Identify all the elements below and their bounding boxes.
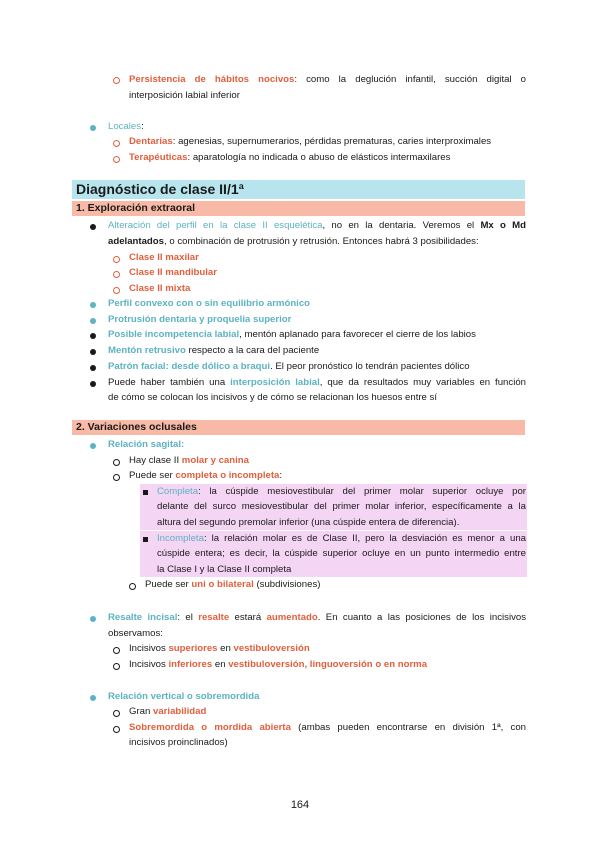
alteracion-line-2: adelantados, o combinación de protrusión y retrusión. Entonces habrá 3 posibilidades: xyxy=(108,236,479,247)
bullet-icon xyxy=(90,443,96,449)
bullet-icon xyxy=(90,302,96,308)
sobremordida-line-2: incisivos proinclinados) xyxy=(129,737,228,748)
completa-line-1: Completa: la cúspide mesiovestibular del primer molar superior ocluye por xyxy=(157,486,526,497)
clase-mandibular-item: Clase II mandibular xyxy=(129,267,217,278)
menton-item: Mentón retrusivo respecto a la cara del paciente xyxy=(108,345,320,356)
ring-bullet-icon xyxy=(113,663,120,670)
bullet-icon xyxy=(90,318,96,324)
incompetencia-item: Posible incompetencia labial, mentón aplanado para favorecer el cierre de los labios xyxy=(108,329,476,340)
section-2-heading: 2. Variaciones oclusales xyxy=(76,421,197,433)
persistencia-line-1: Persistencia de hábitos nocivos: como la deglución infantil, succión digital o xyxy=(129,74,527,85)
dentarias-item: Dentarias: agenesias, supernumerarios, pérdidas prematuras, caries interproximales xyxy=(129,136,492,147)
locales-item: Locales: xyxy=(108,121,144,132)
square-bullet-icon xyxy=(143,537,148,542)
incisivos-inferiores-item: Incisivos inferiores en vestibuloversión, linguoversión o en norma xyxy=(129,659,428,670)
ring-bullet-icon xyxy=(129,583,136,590)
incompleta-line-3: la Clase I y la Clase II completa xyxy=(157,564,292,575)
perfil-item: Perfil convexo con o sin equilibrio armónico xyxy=(108,298,311,309)
bullet-icon xyxy=(90,333,96,339)
page-title: Diagnóstico de clase II/1ª xyxy=(76,181,244,197)
hay-clase-item: Hay clase II molar y canina xyxy=(129,455,249,466)
incompleta-line-1: Incompleta: la relación molar es de Clase II, pero la desviación es menor a una xyxy=(157,533,526,544)
uni-bilateral-item: Puede ser uni o bilateral (subdivisiones) xyxy=(145,579,321,590)
ring-bullet-icon xyxy=(113,710,120,717)
vertical-item: Relación vertical o sobremordida xyxy=(108,691,260,702)
incompleta-line-2: cúspide entera; es decir, la cúspide superior ocluye en un punto intermedio entre xyxy=(157,548,526,559)
bullet-icon xyxy=(90,224,96,230)
ring-bullet-icon xyxy=(113,140,120,147)
ring-bullet-icon xyxy=(113,156,120,163)
clase-maxilar-item: Clase II maxilar xyxy=(129,252,199,263)
bullet-icon xyxy=(90,695,96,701)
page-number: 164 xyxy=(290,799,310,811)
bullet-icon xyxy=(90,349,96,355)
sobremordida-line-1: Sobremordida o mordida abierta (ambas pueden encontrarse en división 1ª, con xyxy=(129,722,526,733)
bullet-icon xyxy=(90,616,96,622)
section-1-heading: 1. Exploración extraoral xyxy=(76,202,196,214)
terapeuticas-item: Terapéuticas: aparatología no indicada o abuso de elásticos intermaxilares xyxy=(129,152,451,163)
sagital-item: Relación sagital: xyxy=(108,439,185,450)
bullet-icon xyxy=(90,365,96,371)
gran-variabilidad-item: Gran variabilidad xyxy=(129,706,207,717)
puede-ser-item: Puede ser completa o incompleta: xyxy=(129,470,283,481)
ring-bullet-icon xyxy=(113,474,120,481)
interposicion-line-1: Puede haber también una interposición labial, que da resultados muy variables en función xyxy=(108,377,526,388)
patron-item: Patrón facial: desde dólico a braqui. El peor pronóstico lo tendrán pacientes dólico xyxy=(108,361,470,372)
ring-bullet-icon xyxy=(113,726,120,733)
bullet-icon xyxy=(90,381,96,387)
incisivos-superiores-item: Incisivos superiores en vestibuloversión xyxy=(129,643,310,654)
completa-line-2: delante del surco mesiovestibular del primer molar inferior, específicamente a la xyxy=(157,501,526,512)
resalte-line-2: observamos: xyxy=(108,628,163,639)
ring-bullet-icon xyxy=(113,459,120,466)
bullet-icon xyxy=(90,125,96,131)
ring-bullet-icon xyxy=(113,271,120,278)
resalte-line-1: Resalte incisal: el resalte estará aumentado. En cuanto a las posiciones de los incisivos xyxy=(108,612,526,623)
protrusion-item: Protrusión dentaria y proquelia superior xyxy=(108,314,292,325)
persistencia-line-2: interposición labial inferior xyxy=(129,90,240,101)
alteracion-line-1: Alteración del perfil en la clase II esquelética, no en la dentaria. Veremos el Mx o Md xyxy=(108,220,526,231)
ring-bullet-icon xyxy=(113,77,120,84)
ring-bullet-icon xyxy=(113,256,120,263)
interposicion-line-2: de cómo se colocan los incisivos y de cómo se relacionan los huesos entre sí xyxy=(108,392,438,403)
square-bullet-icon xyxy=(143,490,148,495)
clase-mixta-item: Clase II mixta xyxy=(129,283,191,294)
ring-bullet-icon xyxy=(113,287,120,294)
completa-line-3: altura del segundo premolar inferior (una cúspide entera de diferencia). xyxy=(157,517,460,528)
ring-bullet-icon xyxy=(113,647,120,654)
